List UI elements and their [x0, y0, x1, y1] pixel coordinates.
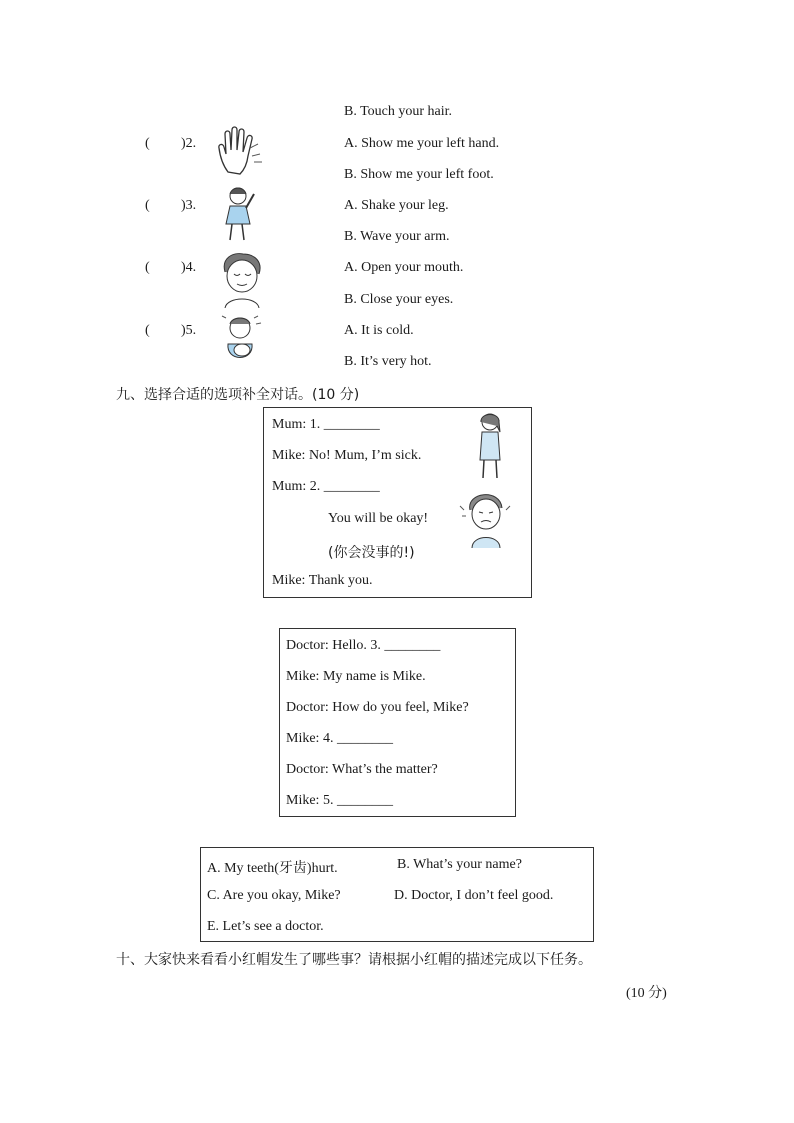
option-e: E. Let’s see a doctor. [207, 919, 324, 934]
answer-paren-open[interactable]: ( [145, 260, 150, 275]
section-10-title: 十、大家快来看看小红帽发生了哪些事？请根据小红帽的描述完成以下任务。 [116, 952, 592, 968]
q4-option-a: A. Open your mouth. [344, 260, 464, 275]
q2-option-a: A. Show me your left hand. [344, 136, 500, 151]
section-10-score: (10 分) [626, 986, 667, 1001]
dialog-box-2 [279, 628, 516, 817]
q2-option-b: B. Show me your left foot. [344, 167, 494, 182]
option-d: D. Doctor, I don’t feel good. [394, 888, 554, 903]
answer-paren-open[interactable]: ( [145, 323, 150, 338]
dialog1-line-translation: (你会没事的!) [328, 545, 415, 561]
boy-eyes-closed-icon [217, 250, 267, 308]
question-number: )3. [181, 198, 197, 213]
q5-option-a: A. It is cold. [344, 323, 414, 338]
mum-icon [470, 410, 510, 482]
q3-option-b: B. Wave your arm. [344, 229, 450, 244]
q4-option-b: B. Close your eyes. [344, 292, 454, 307]
dialog1-line-mike-2: Mike: Thank you. [272, 573, 373, 588]
question-number: )5. [181, 323, 197, 338]
question-number: )2. [181, 136, 197, 151]
dialog2-line-doctor-2: Doctor: How do you feel, Mike? [286, 700, 469, 715]
dialog-box-1 [263, 407, 532, 598]
answer-paren-open[interactable]: ( [145, 198, 150, 213]
dialog2-line-doctor-1: Doctor: Hello. 3. ________ [286, 638, 441, 653]
dialog1-line-mike-1: Mike: No! Mum, I’m sick. [272, 448, 422, 463]
question-number: )4. [181, 260, 197, 275]
dialog1-line-mum-reply: You will be okay! [328, 511, 429, 526]
hand-icon [214, 126, 266, 176]
dialog2-line-mike-2: Mike: 4. ________ [286, 731, 393, 746]
dialog2-line-mike-3: Mike: 5. ________ [286, 793, 393, 808]
sick-mike-icon [458, 486, 514, 552]
q5-option-b: B. It’s very hot. [344, 354, 432, 369]
q1-option-b: B. Touch your hair. [344, 104, 453, 119]
section-9-title: 九、选择合适的选项补全对话。(10 分) [116, 387, 360, 403]
dialog2-line-doctor-3: Doctor: What’s the matter? [286, 762, 438, 777]
dialog2-line-mike-1: Mike: My name is Mike. [286, 669, 426, 684]
options-box [200, 847, 594, 942]
hot-boy-icon [220, 314, 264, 370]
answer-paren-open[interactable]: ( [145, 136, 150, 151]
option-b: B. What’s your name? [397, 857, 522, 872]
q3-option-a: A. Shake your leg. [344, 198, 449, 213]
option-a: A. My teeth(牙齿)hurt. [207, 861, 338, 876]
dialog1-line-mum-1: Mum: 1. ________ [272, 417, 380, 432]
dialog1-line-mum-2: Mum: 2. ________ [272, 479, 380, 494]
option-c: C. Are you okay, Mike? [207, 888, 341, 903]
girl-waving-icon [220, 184, 262, 244]
